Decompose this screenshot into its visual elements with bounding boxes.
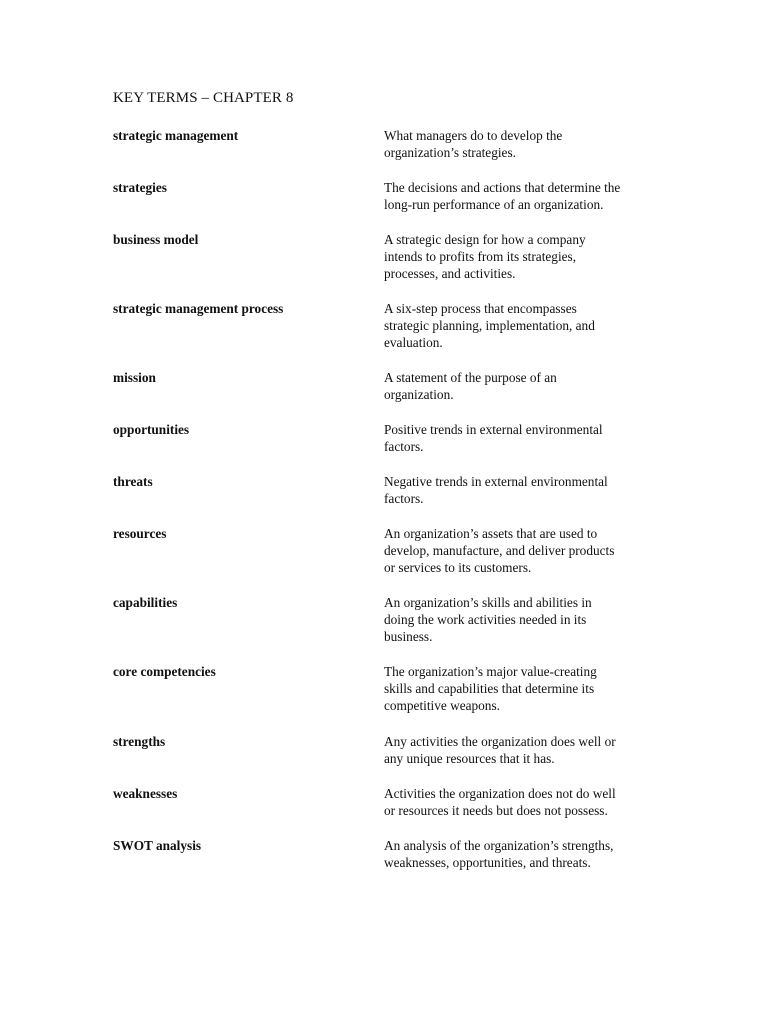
definition-line: Positive trends in external environmental bbox=[384, 422, 603, 437]
term-name: core competencies bbox=[113, 664, 216, 679]
term-definition bbox=[384, 837, 664, 871]
term-name: strategic management bbox=[113, 128, 239, 143]
definition-line: business. bbox=[384, 629, 433, 645]
definition-line: or services to its customers. bbox=[384, 560, 532, 576]
definition-line: long-run performance of an organization. bbox=[384, 197, 604, 213]
term-definition bbox=[384, 785, 664, 819]
term-name: business model bbox=[113, 232, 199, 247]
definition-line: skills and capabilities that determine its bbox=[384, 681, 595, 697]
term-name: strategic management process bbox=[113, 301, 284, 316]
term-definition bbox=[384, 179, 664, 213]
term-name: mission bbox=[113, 370, 156, 385]
definition-line: The organization’s major value-creating bbox=[384, 664, 597, 679]
definition-line: Negative trends in external environmental bbox=[384, 474, 608, 489]
definition-line: develop, manufacture, and deliver products bbox=[384, 543, 615, 559]
definition-line: The decisions and actions that determine the bbox=[384, 180, 621, 195]
definition-line: A six-step process that encompasses bbox=[384, 301, 577, 316]
definition-line: A statement of the purpose of an bbox=[384, 370, 557, 385]
definition-line: doing the work activities needed in its bbox=[384, 612, 587, 628]
definition-line: An organization’s skills and abilities in bbox=[384, 595, 592, 610]
definition-line: factors. bbox=[384, 439, 424, 455]
definition-line: An organization’s assets that are used to bbox=[384, 526, 598, 541]
definition-line: strategic planning, implementation, and bbox=[384, 318, 595, 334]
term-definition bbox=[384, 369, 664, 403]
term-name: opportunities bbox=[113, 422, 190, 437]
definition-line: factors. bbox=[384, 491, 424, 507]
term-name: strategies bbox=[113, 180, 167, 195]
definition-line: An analysis of the organization’s strengths, bbox=[384, 838, 614, 853]
term-name: strengths bbox=[113, 734, 166, 749]
definition-line: What managers do to develop the bbox=[384, 128, 563, 143]
term-name: SWOT analysis bbox=[113, 838, 202, 853]
term-name: threats bbox=[113, 474, 153, 489]
term-definition bbox=[384, 300, 664, 352]
term-definition bbox=[384, 525, 664, 577]
definition-line: Activities the organization does not do well bbox=[384, 786, 616, 801]
definition-line: Any activities the organization does well or bbox=[384, 734, 616, 749]
definition-line: any unique resources that it has. bbox=[384, 751, 555, 767]
term-definition bbox=[384, 421, 664, 455]
term-name: capabilities bbox=[113, 595, 178, 610]
definition-line: organization. bbox=[384, 387, 454, 403]
definition-line: weaknesses, opportunities, and threats. bbox=[384, 855, 591, 871]
term-name: resources bbox=[113, 526, 167, 541]
term-definition bbox=[384, 127, 664, 161]
definition-line: processes, and activities. bbox=[384, 266, 516, 282]
page-title: KEY TERMS – CHAPTER 8 bbox=[113, 90, 294, 106]
definition-line: intends to profits from its strategies, bbox=[384, 249, 577, 265]
term-definition bbox=[384, 733, 664, 767]
term-definition bbox=[384, 231, 664, 283]
term-definition bbox=[384, 473, 664, 507]
definition-line: competitive weapons. bbox=[384, 698, 500, 714]
definition-line: evaluation. bbox=[384, 335, 443, 351]
definition-line: or resources it needs but does not possess. bbox=[384, 803, 608, 819]
definition-line: A strategic design for how a company bbox=[384, 232, 586, 247]
term-definition bbox=[384, 663, 664, 715]
definition-line: organization’s strategies. bbox=[384, 145, 516, 161]
term-name: weaknesses bbox=[113, 786, 178, 801]
term-definition bbox=[384, 594, 664, 646]
